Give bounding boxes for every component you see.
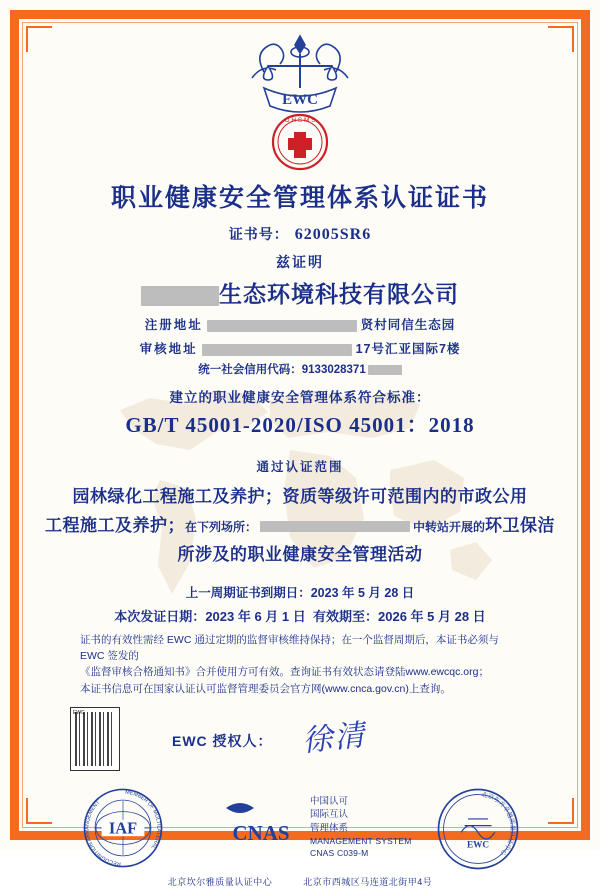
- footer-left-text: 北京坎尔雅质量认证中心: [167, 876, 273, 887]
- uscc-redaction: [368, 365, 402, 375]
- scope-line-2-tail: 环卫保洁: [485, 516, 556, 537]
- audit-address-label: 审核地址: [139, 342, 198, 356]
- cnas-cn-line-1: 中国认可: [310, 795, 349, 807]
- valid-until-value: 2026 年 5 月 28 日: [378, 608, 486, 624]
- page-title: 职业健康安全管理体系认证证书: [110, 183, 489, 212]
- audit-address-row: [32, 339, 568, 357]
- note-line-1: 证书的有效性需经 EWC 通过定期的监督审核维持保持；在一个监督周期后，本证书必须与 EWC 签发的: [80, 633, 499, 662]
- seal-ring-text: 北京东方卓越质量认证中心: [480, 791, 516, 857]
- cnas-cn-line-3: 管理体系: [310, 822, 349, 834]
- certification-body-seal: [436, 787, 520, 871]
- scope-line-2-main: 工程施工及养护；: [44, 516, 185, 537]
- cnas-cn-line-2: 国际互认: [310, 809, 349, 821]
- accreditation-logos: [32, 781, 568, 873]
- certificate-number-label: 证书号：: [228, 226, 289, 242]
- issue-date-value: 2023 年 6 月 1 日: [205, 608, 306, 624]
- registered-address-label: 注册地址: [144, 318, 203, 332]
- barcode-box: [70, 707, 120, 771]
- audit-address-tail: 17号汇亚国际7楼: [355, 342, 461, 356]
- certificate-number-value: 62005SR6: [294, 226, 372, 243]
- registered-address-redaction: [207, 320, 357, 332]
- seal-abbr: EWC: [466, 839, 490, 850]
- footer-row: [32, 875, 568, 888]
- hereby-certify-text: 兹证明: [276, 254, 324, 270]
- note-line-2: 《监督审核合格通知书》合并使用方可有效。查询证书有效状态请登陆www.ewcqc.org；: [80, 666, 489, 679]
- company-name-redaction: [141, 286, 219, 306]
- iaf-abbr: IAF: [108, 818, 138, 838]
- issue-date-label: 本次发证日期：: [114, 608, 206, 624]
- previous-cycle-date: 2023 年 5 月 28 日: [310, 585, 415, 600]
- signature-row: [32, 707, 568, 777]
- company-name-text: 生态环境科技有限公司: [219, 281, 459, 308]
- standard-lead-text: 建立的职业健康安全管理体系符合标准：: [169, 390, 431, 405]
- registered-address-row: [32, 315, 568, 333]
- standard-code-text: GB/T 45001-2020/ISO 45001：2018: [125, 413, 475, 437]
- ewc-emblem-svg: [240, 32, 360, 172]
- authorized-person-label: EWC 授权人：: [172, 732, 273, 749]
- company-name-row: [141, 276, 459, 309]
- scope-line-2: [32, 512, 568, 541]
- scope-lines: [32, 483, 568, 571]
- ewc-emblem: [240, 32, 360, 172]
- cnas-code: CNAS C039-M: [310, 848, 369, 859]
- barcode-label: EWC: [73, 709, 85, 716]
- scope-line-1: 园林绿化工程施工及养护；资质等级许可范围内的市政公用: [72, 487, 528, 507]
- cnas-abbr: CNAS: [232, 821, 290, 846]
- uscc-row: [32, 361, 568, 377]
- scope-line-2-small-prefix: 在下列场所：: [184, 520, 257, 535]
- certificate-content: [32, 26, 568, 887]
- scope-line-2-small-suffix: 中转站开展的: [413, 520, 486, 535]
- cnas-en-line: MANAGEMENT SYSTEM: [310, 836, 412, 847]
- iaf-ring-top: MEMBER OF MULTILATERAL: [124, 789, 162, 850]
- uscc-text: 统一社会信用代码：9133028371: [198, 364, 366, 376]
- audit-address-redaction: [202, 344, 352, 356]
- scope-site-redaction: [260, 521, 410, 532]
- note-line-3: 本证书信息可在国家认证认可监督管理委员会官方网(www.cnca.gov.cn)上查询。: [80, 682, 451, 695]
- notes-block: [80, 632, 520, 697]
- authorized-signature: 徐清: [300, 717, 369, 759]
- cnas-logo: [222, 796, 300, 858]
- emblem-abbr-text: EWC: [282, 92, 318, 108]
- scope-label: 通过认证范围: [256, 460, 344, 474]
- scope-line-3: 所涉及的职业健康安全管理活动: [177, 545, 423, 566]
- emblem-ring-text: O H S M S: [284, 117, 316, 124]
- registered-address-tail: 贤村同信生态园: [360, 318, 456, 332]
- valid-until-label: 有效期至：: [313, 608, 379, 624]
- iaf-logo: [82, 787, 164, 869]
- certificate-number-row: [32, 224, 568, 244]
- previous-cycle-row: [32, 583, 568, 601]
- previous-cycle-label: 上一周期证书到期日：: [185, 585, 311, 600]
- issue-validity-row: [32, 606, 568, 625]
- iaf-ring-bottom: RECOGNITION ARRANGEMENT: [84, 799, 122, 867]
- footer-right-text: 北京市西城区马连道北街甲4号: [303, 876, 433, 887]
